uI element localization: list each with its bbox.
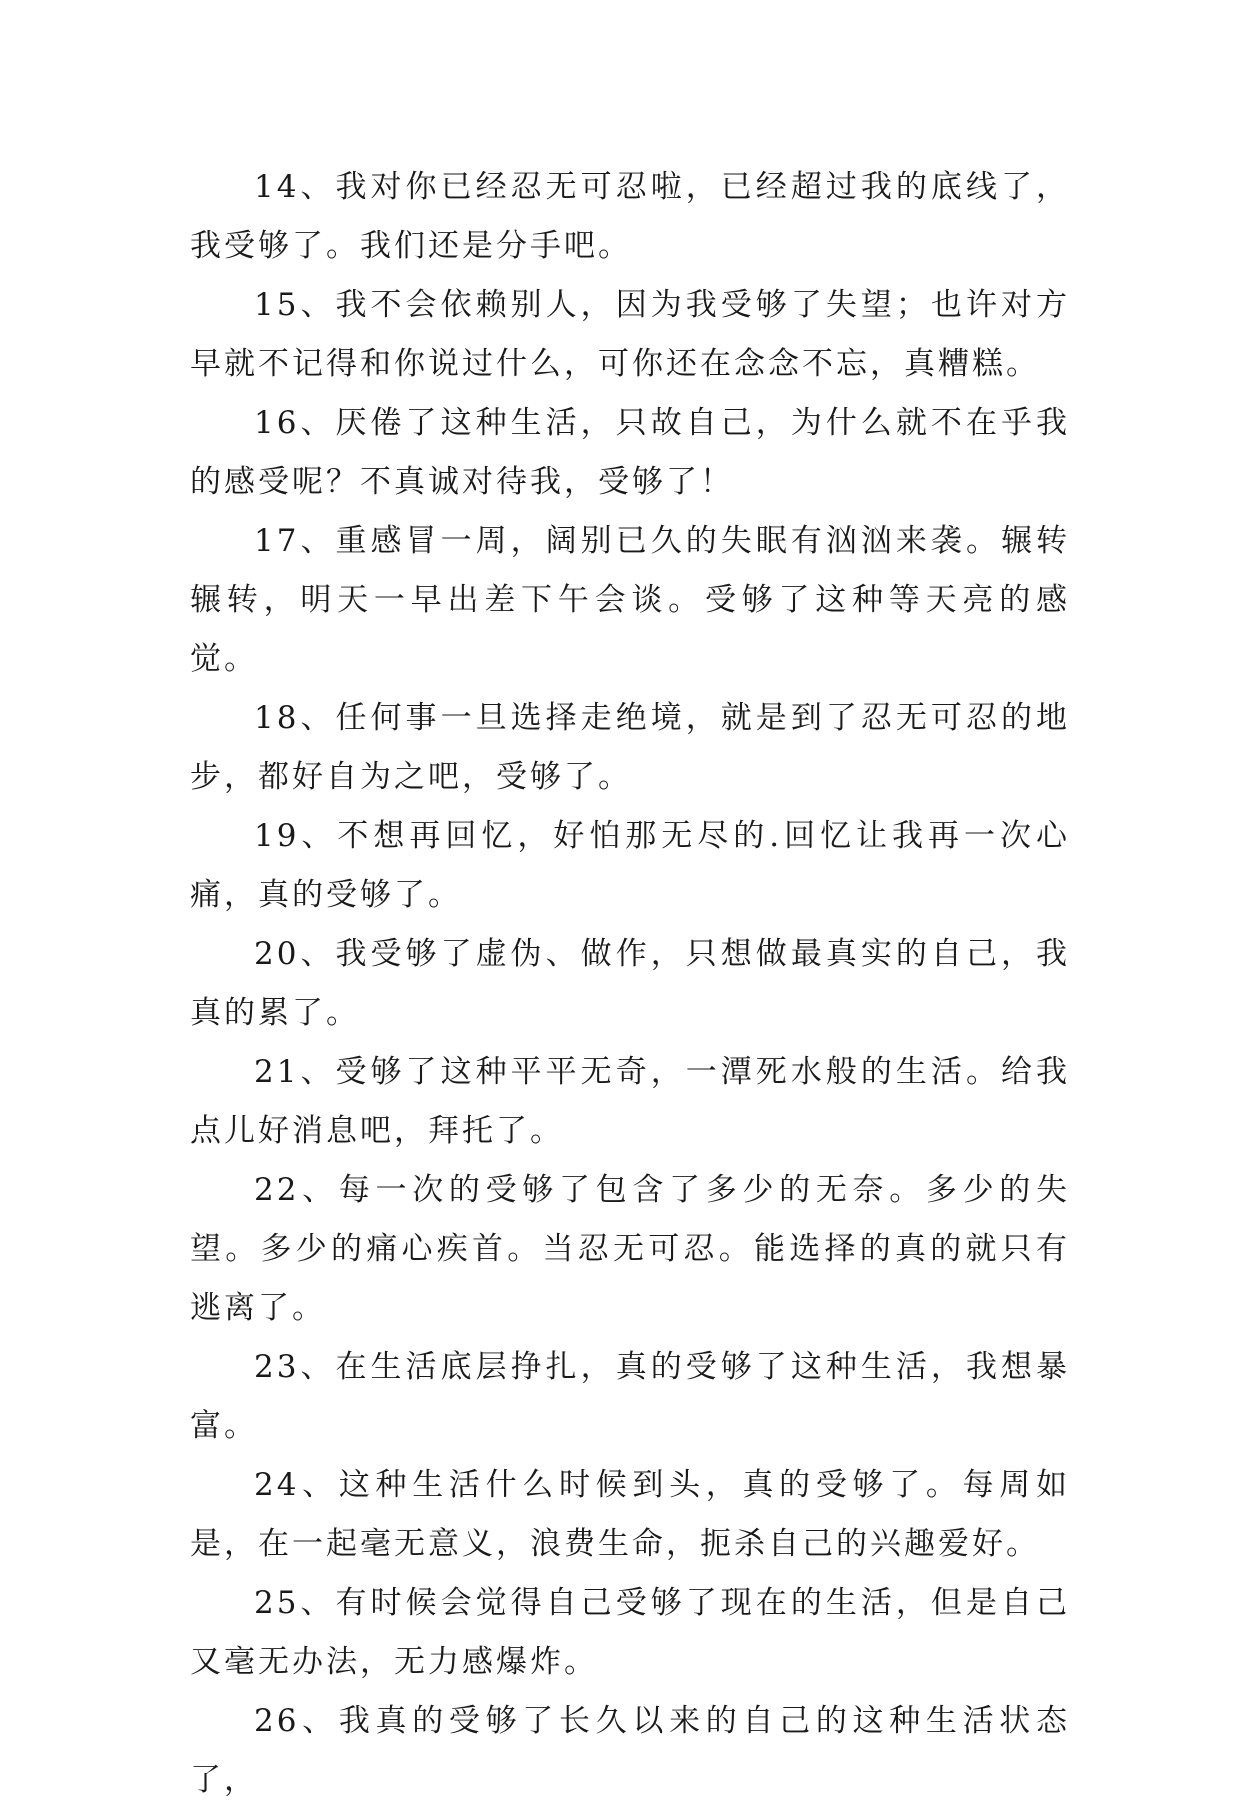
paragraph-16: 16、厌倦了这种生活，只故自己，为什么就不在乎我的感受呢？不真诚对待我，受够了！ [190,405,1070,500]
paragraph-23: 23、在生活底层挣扎，真的受够了这种生活，我想暴富。 [190,1349,1070,1444]
paragraph-18: 18、任何事一旦选择走绝境，就是到了忍无可忍的地步，都好自为之吧，受够了。 [190,700,1070,795]
paragraph-22: 22、每一次的受够了包含了多少的无奈。多少的失望。多少的痛心疾首。当忍无可忍。能选择的真的就只有逃离了。 [190,1172,1070,1326]
paragraph-21: 21、受够了这种平平无奇，一潭死水般的生活。给我点儿好消息吧，拜托了。 [190,1054,1070,1149]
paragraph-19: 19、不想再回忆，好怕那无尽的.回忆让我再一次心痛，真的受够了。 [190,818,1070,913]
paragraph-24: 24、这种生活什么时候到头，真的受够了。每周如是，在一起毫无意义，浪费生命，扼杀自己的兴趣爱好。 [190,1467,1070,1562]
paragraph-26: 26、我真的受够了长久以来的自己的这种生活状态了， [190,1703,1070,1798]
paragraph-15: 15、我不会依赖别人，因为我受够了失望；也许对方早就不记得和你说过什么，可你还在念念不忘，真糟糕。 [190,287,1070,382]
paragraph-14: 14、我对你已经忍无可忍啦，已经超过我的底线了，我受够了。我们还是分手吧。 [190,169,1070,264]
document-body [190,158,1070,1810]
paragraph-20: 20、我受够了虚伪、做作，只想做最真实的自己，我真的累了。 [190,936,1070,1031]
paragraph-17: 17、重感冒一周，阔别已久的失眠有汹汹来袭。辗转辗转，明天一早出差下午会谈。受够了这种等天亮的感觉。 [190,523,1070,677]
paragraph-25: 25、有时候会觉得自己受够了现在的生活，但是自己又毫无办法，无力感爆炸。 [190,1585,1070,1680]
